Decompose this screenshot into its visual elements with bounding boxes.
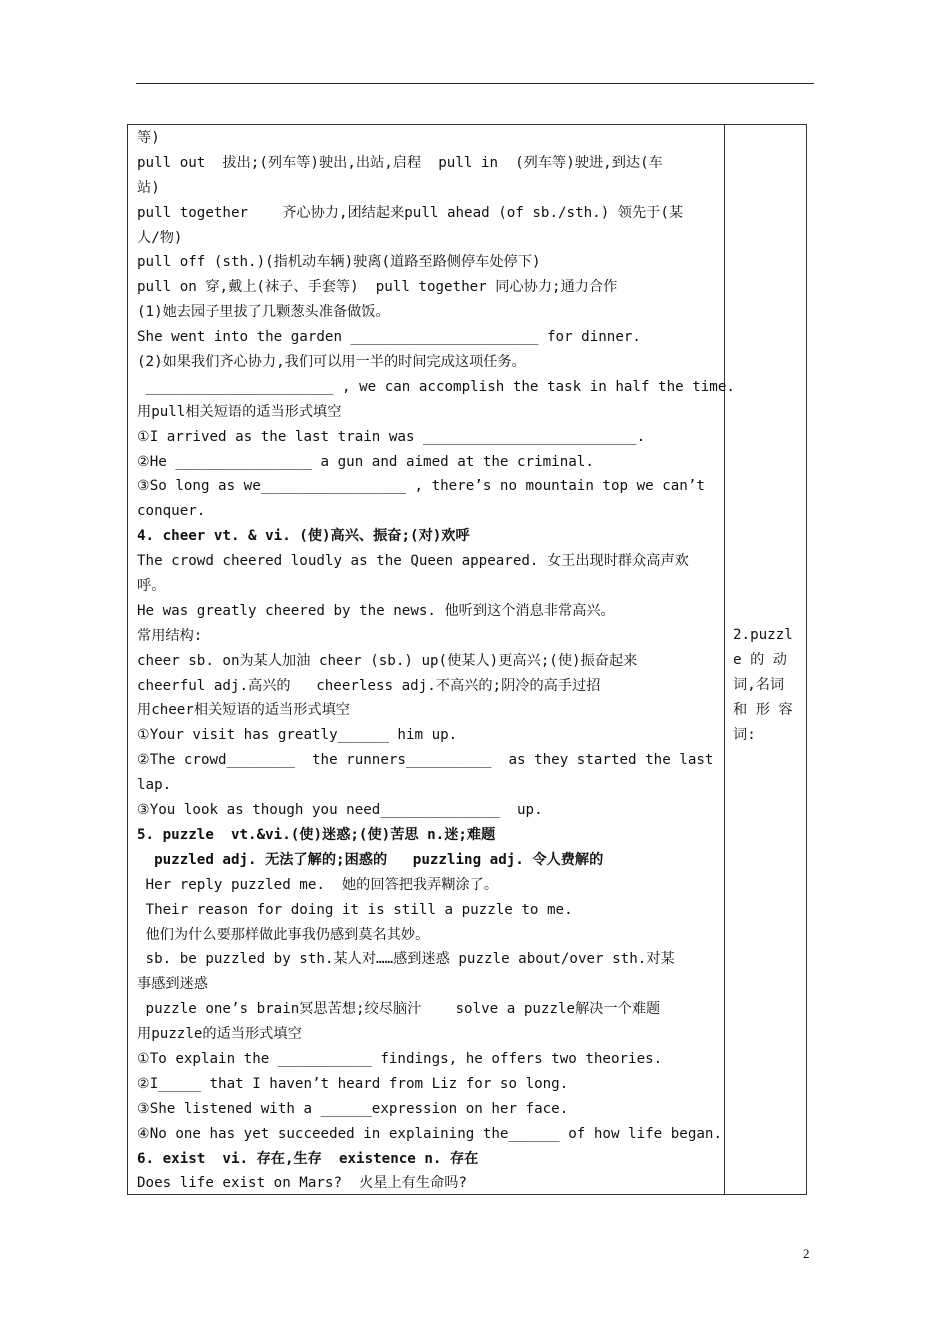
text-line: pull on 穿,戴上(袜子、手套等) pull together 同心协力;通力合作: [137, 279, 618, 296]
section-heading-line: 6. exist vi. 存在,生存 existence n. 存在: [137, 1150, 479, 1167]
text-line: (2)如果我们齐心协力,我们可以用一半的时间完成这项任务。: [137, 354, 526, 371]
text-line: ①Your visit has greatly______ him up.: [137, 727, 458, 744]
text-line: 用puzzle的适当形式填空: [137, 1026, 302, 1043]
text-line: The crowd cheered loudly as the Queen appeared. 女王出现时群众高声欢: [137, 553, 689, 570]
text-line: ③So long as we_________________ , there’s no mountain top we can’t: [137, 478, 705, 495]
text-line: sb. be puzzled by sth.某人对……感到迷惑 puzzle about/over sth.对某: [137, 951, 675, 968]
section-heading-line: puzzled adj. 无法了解的;困惑的 puzzling adj. 令人费解的: [137, 851, 604, 868]
text-line: puzzle one’s brain冥思苦想;绞尽脑汁 solve a puzzle解决一个难题: [137, 1001, 661, 1018]
text-line: ②I_____ that I haven’t heard from Liz for so long.: [137, 1075, 569, 1092]
text-line: ④No one has yet succeeded in explaining the______ of how life began.: [137, 1125, 723, 1142]
text-line: conquer.: [137, 503, 206, 520]
text-line: She went into the garden ______________________ for dinner.: [137, 329, 641, 346]
text-line: lap.: [137, 777, 172, 794]
text-line: ①I arrived as the last train was _________________________.: [137, 428, 646, 445]
text-line: 用cheer相关短语的适当形式填空: [137, 702, 350, 719]
text-line: cheerful adj.高兴的 cheerless adj.不高兴的;阴冷的高手过招: [137, 677, 601, 694]
text-line: 常用结构:: [137, 627, 203, 644]
page-number: 2: [803, 1246, 810, 1261]
side-note-line: 词:: [733, 726, 756, 743]
text-line: cheer sb. on为某人加油 cheer (sb.) up(使某人)更高兴;(使)振奋起来: [137, 652, 638, 669]
text-line: Does life exist on Mars? 火星上有生命吗?: [137, 1175, 467, 1192]
main-content-cell: [137, 126, 735, 1196]
side-note-line: 词,名词: [733, 676, 785, 693]
lesson-table: [127, 124, 807, 1195]
section-heading-line: 4. cheer vt. & vi. (使)高兴、振奋;(对)欢呼: [137, 528, 470, 545]
text-line: 呼。: [137, 578, 166, 595]
text-line: Her reply puzzled me. 她的回答把我弄糊涂了。: [137, 876, 499, 893]
text-line: 人/物): [137, 229, 183, 246]
text-line: 他们为什么要那样做此事我仍感到莫名其妙。: [137, 926, 430, 943]
text-line: He was greatly cheered by the news. 他听到这个消息非常高兴。: [137, 602, 615, 619]
side-note-line: 和 形 容: [733, 701, 793, 718]
text-line: ③You look as though you need______________ up.: [137, 802, 543, 819]
text-line: pull off (sth.)(指机动车辆)驶离(道路至路侧停车处停下): [137, 254, 541, 271]
side-note-cell: [733, 623, 799, 747]
text-line: ②The crowd________ the runners__________ as they started the last: [137, 752, 714, 769]
side-note-line: 2.puzzl: [733, 627, 793, 643]
text-line: 等): [137, 130, 160, 146]
text-line: 用pull相关短语的适当形式填空: [137, 403, 342, 420]
text-line: 站): [137, 179, 160, 196]
header-rule: [136, 83, 814, 84]
section-heading-line: 5. puzzle vt.&vi.(使)迷惑;(使)苦思 n.迷;难题: [137, 826, 496, 843]
text-line: ①To explain the ___________ findings, he offers two theories.: [137, 1050, 663, 1067]
text-line: (1)她去园子里拔了几颗葱头准备做饭。: [137, 304, 390, 321]
text-line: pull out 拔出;(列车等)驶出,出站,启程 pull in (列车等)驶进,到达(车: [137, 154, 663, 171]
text-line: Their reason for doing it is still a puzzle to me.: [137, 901, 573, 918]
text-line: ③She listened with a ______expression on her face.: [137, 1100, 569, 1117]
column-divider: [724, 125, 725, 1194]
text-line: ②He ________________ a gun and aimed at the criminal.: [137, 453, 594, 470]
text-line: 事感到迷惑: [137, 976, 208, 993]
side-note-line: e 的 动: [733, 651, 787, 668]
text-line: pull together 齐心协力,团结起来pull ahead (of sb./sth.) 领先于(某: [137, 204, 684, 221]
text-line: ______________________ , we can accomplish the task in half the time.: [137, 378, 735, 395]
